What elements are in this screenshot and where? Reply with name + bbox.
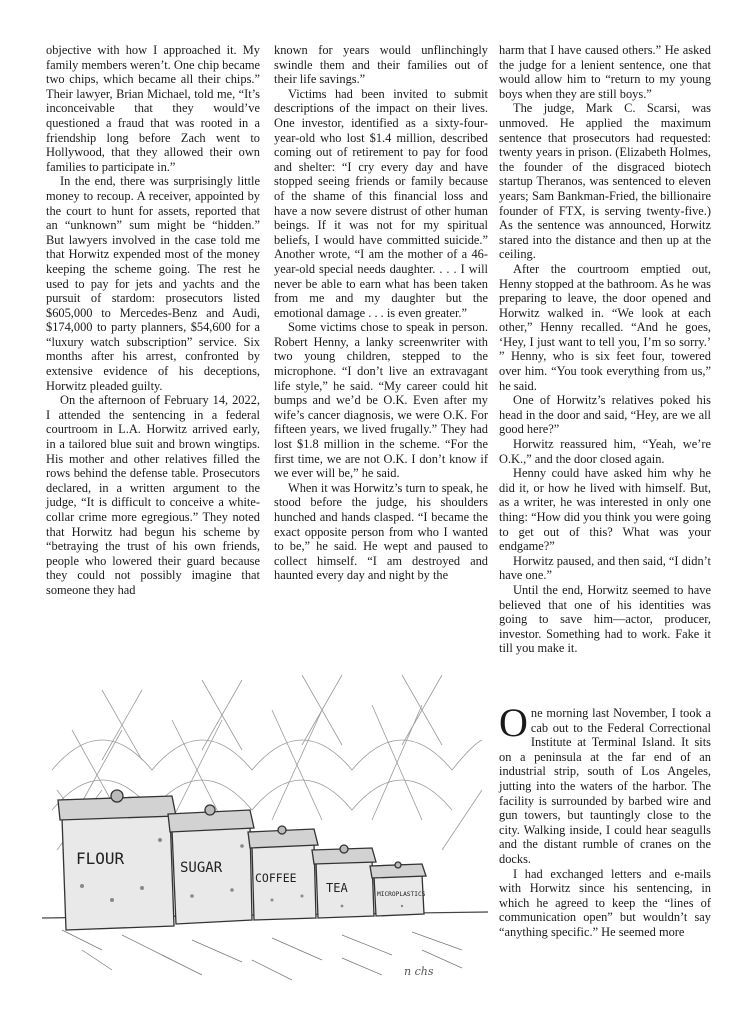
paragraph: objective with how I approached it. My family members weren’t. One chip became two chips, which became all their chips.” Their lawyer, Brian Michael, told me, “It’s inconceivable that they would’ve questioned a fraud that was rooted in a friendship long before Zach went to Hollywood, that they allowed their own families to participate in.” — [46, 43, 260, 174]
paragraph: Henny could have asked him why he did it, or how he lived with himself. But, as a writer, he was interested in only one thing: “How did you think you were going to get out of this? What was your endgame?” — [499, 466, 711, 554]
section-opening-paragraph — [499, 700, 711, 867]
microplastics-canister — [370, 862, 426, 916]
article-column-1 — [46, 43, 260, 598]
coffee-label: COFFEE — [255, 871, 297, 885]
paragraph: Horwitz paused, and then said, “I didn’t have one.” — [499, 553, 711, 583]
paragraph: known for years would unflinchingly swindle them and their families out of their life savings.” — [274, 43, 488, 87]
paragraph: In the end, there was surprisingly little money to recoup. A receiver, appointed by the court to hunt for assets, reported that an “unknown” sum might be “hidden.” But lawyers involved in the case told me that Horwitz expended most of the money keeping the scheme going. The rest he used to pay for jets and yachts and the pursuit of stardom: prosecutors listed $605,000 to Mercedes-Benz and Audi, $174,000 to party planners, $54,600 for a “luxury watch subscription” service. Six months after his arrest, confronted by extensive evidence of his deceptions, Horwitz pleaded guilty. — [46, 174, 260, 393]
flour-label: FLOUR — [76, 849, 125, 868]
paragraph: I had exchanged letters and e-mails with Horwitz since his sentencing, in which he agreed to keep the “lines of communication open” but wouldn’t say “anything specific.” He seemed more — [499, 866, 711, 939]
paragraph: After the courtroom emptied out, Henny stopped at the bathroom. As he was preparing to leave, the door opened and Horwitz walked in. “We look at each other,” Henny recalled. “And he goes, ‘Hey, I just want to tell you, I’m so sorry.’ ” Henny, who is six feet four, towered over him. “You took everything from us,” he said. — [499, 261, 711, 393]
article-section-2 — [499, 700, 711, 940]
sugar-label: SUGAR — [180, 860, 223, 876]
article-column-3 — [499, 43, 711, 656]
paragraph: Until the end, Horwitz seemed to have believed that one of his identities was going to save him—actor, producer, investor. Something had to work. Fake it till you make it. — [499, 582, 711, 656]
cartoon-illustration — [42, 650, 488, 995]
paragraph: harm that I have caused others.” He asked the judge for a lenient sentence, one that would allow him to “return to my young boys when they are still boys.” — [499, 43, 711, 101]
paragraph: Victims had been invited to submit descriptions of the impact on their lives. One investor, identified as a sixty-four-year-old who lost $1.4 million, described coming out of retirement to pay for food and shelter: “I cry every day and have stopped seeing friends or family because of the shame of this financial loss and have a now severe distrust of other human beings. If it was not for my spiritual beliefs, I would have committed suicide.” Another wrote, “I am the mother of a 46-year-old special needs daughter. . . . I will never be able to earn what has been taken from me and my daughter but the emotional damage . . . is even greater.” — [274, 86, 488, 320]
article-column-2 — [274, 43, 488, 583]
paragraph: When it was Horwitz’s turn to speak, he stood before the judge, his shoulders hunched and hands clasped. “I became the exact opposite person from who I wanted to be,” he said. He wept and paused to collect himself. “I am destroyed and haunted every day and night by the — [274, 480, 488, 583]
cartoonist-signature: n chs — [404, 965, 434, 978]
paragraph-text: ne morning last November, I took a cab out to the Federal Correctional Institute at Terminal Island. It sits on a peninsula at the far end of an industrial strip, south of Los Angeles, jutting into the waters of the harbor. The facility is surrounded by barbed wire and gun towers, but tauntingly close to the city. Walking inside, I could hear seagulls and the distant rumble of cranes on the docks. — [499, 706, 711, 866]
paragraph: The judge, Mark C. Scarsi, was unmoved. He applied the maximum sentence that prosecutors had requested: twenty years in prison. (Elizabeth Holmes, the founder of the disgraced biotech startup Theranos, was sentenced to eleven years; Sam Bankman-Fried, the billionaire founder of FTX, is serving twenty-five.) As the sentence was announced, Horwitz stared into the distance and then up at the ceiling. — [499, 101, 711, 262]
paragraph: On the afternoon of February 14, 2022, I attended the sentencing in a federal courtroom in L.A. Horwitz arrived early, in a tailored blue suit and brown wingtips. His mother and other relatives filled the rows behind the defense table. Prosecutors declared, in a written argument to the judge, “It is difficult to conceive a white-collar crime more egregious.” They noted that Horwitz had begun his scheme by “betraying the trust of his own friends, people who lowered their guard because they could not possibly imagine that someone they had — [46, 393, 260, 597]
paragraph: Horwitz reassured him, “Yeah, we’re O.K.,” and the door closed again. — [499, 437, 711, 466]
microplastics-label: MICROPLASTICS — [377, 891, 426, 898]
drop-cap: O — [499, 700, 528, 745]
tea-label: TEA — [326, 881, 348, 895]
paragraph: Some victims chose to speak in person. Robert Henny, a lanky screenwriter with two young children, stepped to the microphone. “I don’t live an extravagant life style,” he said. “My career could hit bumps and we’d be O.K. Even after my wife’s cancer diagnosis, we were O.K. For fifteen years, we lived frugally.” They had lost $1.8 million in the scheme. “For the first time, we are not O.K. I don’t know if we ever will be,” he said. — [274, 320, 488, 481]
paragraph: One of Horwitz’s relatives poked his head in the door and said, “Hey, are we all good here?” — [499, 393, 711, 437]
